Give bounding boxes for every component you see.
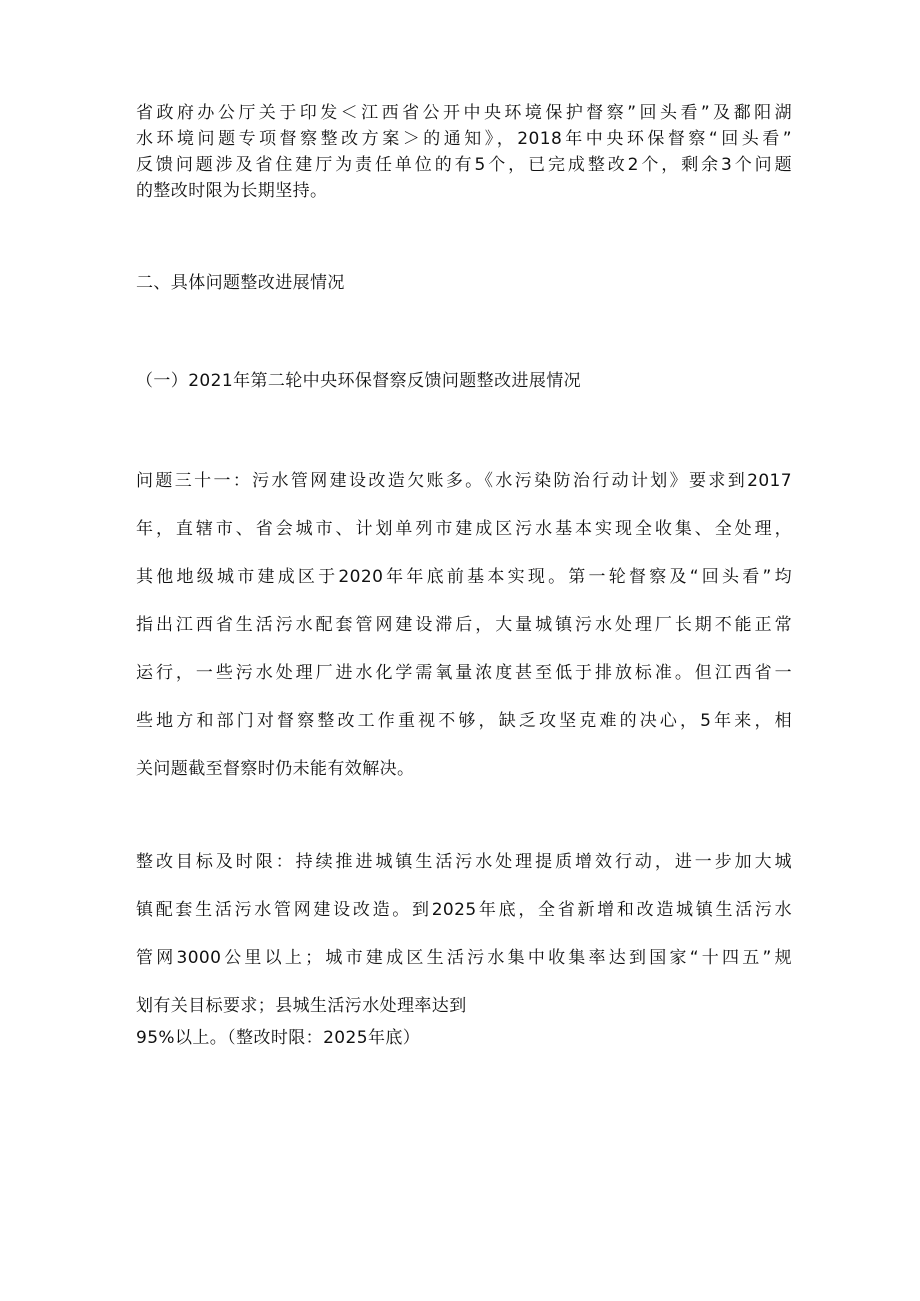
problem-line: 关问题截至督察时仍未能有效解决。 (136, 759, 415, 779)
target-paragraph (136, 838, 792, 1030)
target-line: 管网3000公里以上；城市建成区生活污水集中收集率达到国家“十四五”规 (136, 948, 792, 968)
intro-line: 省政府办公厅关于印发＜江西省公开中央环境保护督察”回头看”及鄱阳湖 (136, 103, 792, 123)
intro-paragraph (136, 100, 792, 204)
problem-line: 指出江西省生活污水配套管网建设滞后，大量城镇污水处理厂长期不能正常 (136, 615, 792, 635)
target-line: 划有关目标要求；县城生活污水处理率达到 (136, 996, 467, 1016)
problem-line: 些地方和部门对督察整改工作重视不够，缺乏攻坚克难的决心，5年来，相 (136, 711, 792, 731)
section-heading-text: 二、具体问题整改进展情况 (136, 273, 345, 293)
problem-line: 运行，一些污水处理厂进水化学需氧量浓度甚至低于排放标准。但江西省一 (136, 663, 792, 683)
problem-line: 问题三十一：污水管网建设改造欠账多。《水污染防治行动计划》要求到2017 (136, 471, 792, 491)
problem-paragraph (136, 457, 792, 793)
subsection-heading (136, 368, 792, 394)
problem-line: 年，直辖市、省会城市、计划单列市建成区污水基本实现全收集、全处理， (136, 519, 792, 539)
intro-line: 的整改时限为长期坚持。 (136, 181, 328, 201)
deadline-text: 95%以上。（整改时限：2025年底） (136, 1028, 421, 1048)
intro-line: 反馈问题涉及省住建厅为责任单位的有5个，已完成整改2个，剩余3个问题 (136, 155, 792, 175)
deadline-paragraph (136, 1025, 792, 1051)
intro-line: 水环境问题专项督察整改方案＞的通知》，2018年中央环保督察“回头看” (136, 129, 792, 149)
problem-line: 其他地级城市建成区于2020年年底前基本实现。第一轮督察及“回头看”均 (136, 567, 792, 587)
target-line: 镇配套生活污水管网建设改造。到2025年底，全省新增和改造城镇生活污水 (136, 900, 792, 920)
subsection-heading-text: （一）2021年第二轮中央环保督察反馈问题整改进展情况 (136, 371, 582, 391)
section-heading (136, 270, 792, 296)
target-line: 整改目标及时限：持续推进城镇生活污水处理提质增效行动，进一步加大城 (136, 852, 792, 872)
